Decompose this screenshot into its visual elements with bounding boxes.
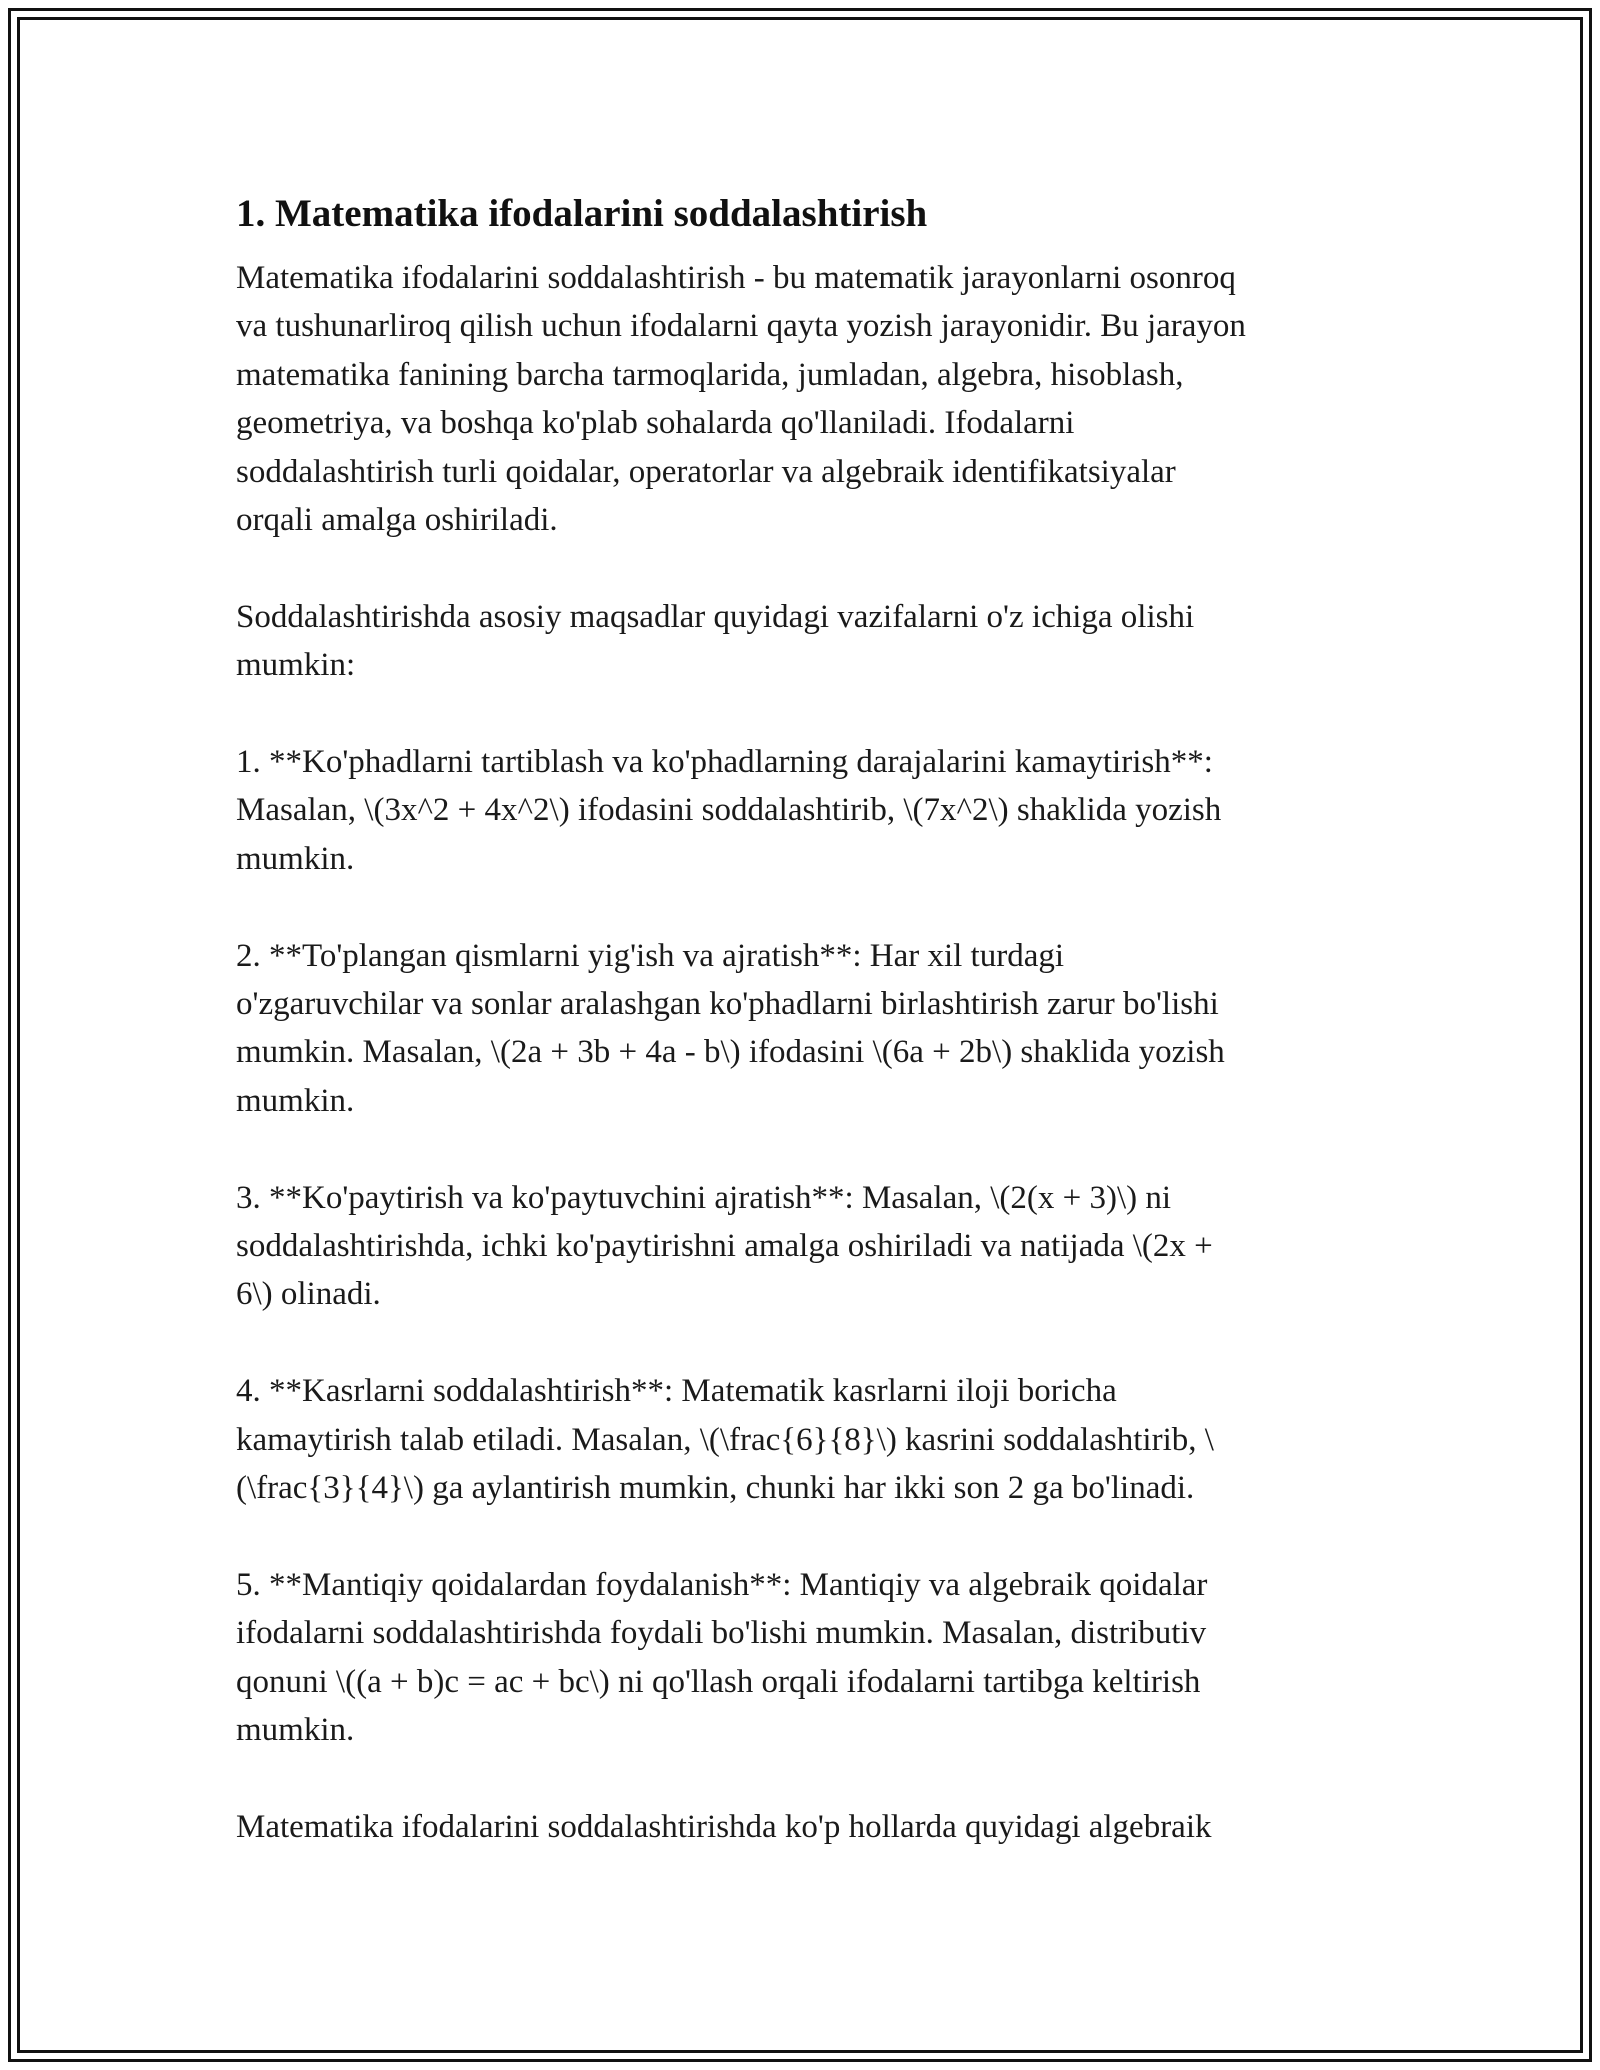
text-line: mumkin.	[236, 1082, 355, 1119]
text-line: qonuni \((a + b)c = ac + bc\) ni qo'llash orqali ifodalarni tartibga keltirish	[236, 1663, 1201, 1700]
paragraph-goals	[236, 593, 1376, 690]
document-body	[236, 188, 1376, 1851]
text-line: Matematika ifodalarini soddalashtirish - bu matematik jarayonlarni osonroq	[236, 260, 1236, 296]
text-line: 3. **Ko'paytirish va ko'paytuvchini ajratish**: Masalan, \(2(x + 3)\) ni	[236, 1179, 1172, 1216]
text-line: mumkin.	[236, 1712, 355, 1749]
list-item-2	[236, 932, 1376, 1126]
list-item-4	[236, 1367, 1376, 1512]
text-line: soddalashtirish turli qoidalar, operatorlar va algebraik identifikatsiyalar	[236, 453, 1176, 490]
paragraph-gap	[236, 690, 1376, 738]
text-line: 1. **Ko'phadlarni tartiblash va ko'phadlarning darajalarini kamaytirish**:	[236, 744, 1213, 781]
list-item-3	[236, 1174, 1376, 1319]
paragraph-gap	[236, 1755, 1376, 1803]
text-line: 4. **Kasrlarni soddalashtirish**: Matematik kasrlarni iloji boricha	[236, 1373, 1117, 1410]
text-line: 6\) olinadi.	[236, 1276, 381, 1313]
text-line: soddalashtirishda, ichki ko'paytirishni amalga oshiriladi va natijada \(2x +	[236, 1228, 1213, 1265]
text-line: mumkin. Masalan, \(2a + 3b + 4a - b\) ifodasini \(6a + 2b\) shaklida yozish	[236, 1034, 1225, 1071]
paragraph-gap	[236, 1319, 1376, 1367]
text-line: kamaytirish talab etiladi. Masalan, \(\frac{6}{8}\) kasrini soddalashtirib, \	[236, 1421, 1214, 1458]
text-line: Soddalashtirishda asosiy maqsadlar quyidagi vazifalarni o'z ichiga olishi	[236, 598, 1195, 635]
list-item-1	[236, 738, 1376, 883]
text-line: va tushunarliroq qilish uchun ifodalarni qayta yozish jarayonidir. Bu jarayon	[236, 308, 1246, 345]
text-line: 2. **To'plangan qismlarni yig'ish va ajratish**: Har xil turdagi	[236, 937, 1065, 974]
paragraph-gap	[236, 1512, 1376, 1560]
paragraph-gap	[236, 544, 1376, 592]
paragraph-intro	[236, 254, 1376, 544]
text-line: orqali amalga oshiriladi.	[236, 502, 558, 539]
paragraph-closing	[236, 1803, 1376, 1851]
text-line: (\frac{3}{4}\) ga aylantirish mumkin, chunki har ikki son 2 ga bo'linadi.	[236, 1470, 1195, 1507]
text-line: o'zgaruvchilar va sonlar aralashgan ko'phadlarni birlashtirish zarur bo'lishi	[236, 986, 1219, 1023]
text-line: matematika fanining barcha tarmoqlarida, jumladan, algebra, hisoblash,	[236, 356, 1184, 393]
text-line: 5. **Mantiqiy qoidalardan foydalanish**: Mantiqiy va algebraik qoidalar	[236, 1566, 1208, 1603]
paragraph-gap	[236, 883, 1376, 931]
text-line: geometriya, va boshqa ko'plab sohalarda qo'llaniladi. Ifodalarni	[236, 405, 1075, 442]
section-heading: 1. Matematika ifodalarini soddalashtirish	[236, 192, 928, 235]
text-line: ifodalarni soddalashtirishda foydali bo'lishi mumkin. Masalan, distributiv	[236, 1615, 1207, 1652]
list-item-5	[236, 1561, 1376, 1755]
text-line: Matematika ifodalarini soddalashtirishda ko'p hollarda quyidagi algebraik	[236, 1808, 1212, 1845]
text-line: mumkin.	[236, 840, 355, 877]
text-line: mumkin:	[236, 647, 356, 684]
paragraph-gap	[236, 1125, 1376, 1173]
text-line: Masalan, \(3x^2 + 4x^2\) ifodasini soddalashtirib, \(7x^2\) shaklida yozish	[236, 792, 1222, 829]
